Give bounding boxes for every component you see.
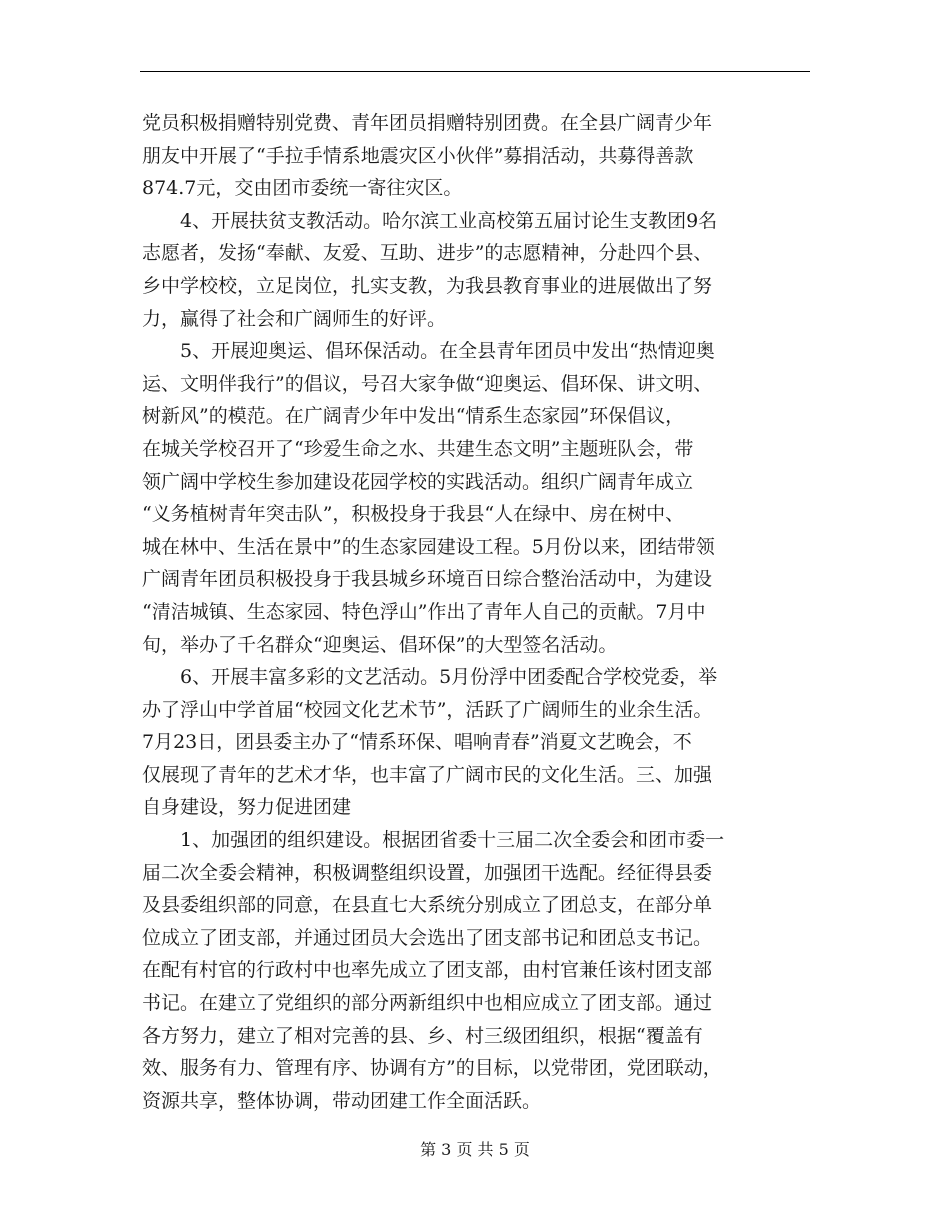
text-line: 874.7元，交由团市委统一寄往灾区。: [142, 177, 463, 200]
text-line: 效、服务有力、管理有序、协调有方”的目标，以党带团，党团联动，: [142, 1057, 722, 1080]
text-line: 仅展现了青年的艺术才华，也丰富了广阔市民的文化生活。三、加强: [142, 763, 713, 786]
text-line: 领广阔中学校生参加建设花园学校的实践活动。组织广阔青年成立: [142, 470, 694, 493]
text-line: 广阔青年团员积极投身于我县城乡环境百日综合整治活动中，为建设: [142, 568, 713, 591]
text-line: 各方努力，建立了相对完善的县、乡、村三级团组织，根据“覆盖有: [142, 1024, 703, 1047]
text-line: 乡中学校校，立足岗位，扎实支教，为我县教育事业的进展做出了努: [142, 274, 713, 297]
text-line: “义务植树青年突击队”，积极投身于我县“人在绿中、房在树中、: [142, 503, 685, 526]
page-footer: [0, 1138, 950, 1162]
text-line: 树新风”的模范。在广阔青少年中发出“情系生态家园”环保倡议，: [142, 405, 685, 428]
text-line: 1、加强团的组织建设。根据团省委十三届二次全委会和团市委一: [180, 829, 725, 852]
text-line: 旬，举办了千名群众“迎奥运、倡环保”的大型签名活动。: [142, 633, 618, 656]
text-line: 自身建设，努力促进团建: [142, 796, 352, 819]
page-number-label: 第 3 页 共 5 页: [420, 1140, 530, 1159]
text-line: 党员积极捐赠特别党费、青年团员捐赠特别团费。在全县广阔青少年: [142, 112, 713, 134]
text-line: 5、开展迎奥运、倡环保活动。在全县青年团员中发出“热情迎奥: [180, 340, 715, 363]
text-line: 届二次全委会精神，积极调整组织设置，加强团干选配。经征得县委: [142, 861, 713, 884]
text-line: 4、开展扶贫支教活动。哈尔滨工业高校第五届讨论生支教团9名: [180, 209, 718, 232]
text-line: 城在林中、生活在景中”的生态家园建设工程。5月份以来，团结带领: [142, 535, 715, 558]
header-rule: [140, 71, 810, 72]
text-line: 资源共享，整体协调，带动团建工作全面活跃。: [142, 1089, 542, 1112]
text-line: 位成立了团支部，并通过团员大会选出了团支部书记和团总支书记。: [142, 926, 713, 949]
text-line: 7月23日，团县委主办了“情系环保、唱响青春”消夏文艺晚会，不: [142, 731, 692, 754]
text-line: “清洁城镇、生态家园、特色浮山”作出了青年人自己的贡献。7月中: [142, 600, 706, 623]
text-line: 在城关学校召开了“珍爱生命之水、共建生态文明”主题班队会，带: [142, 437, 694, 460]
text-line: 及县委组织部的同意，在县直七大系统分别成立了团总支，在部分单: [142, 894, 713, 917]
text-line: 办了浮山中学首届“校园文化艺术节”，活跃了广阔师生的业余生活。: [142, 698, 713, 721]
text-line: 6、开展丰富多彩的文艺活动。5月份浮中团委配合学校党委，举: [180, 666, 718, 689]
text-line: 书记。在建立了党组织的部分两新组织中也相应成立了团支部。通过: [142, 992, 713, 1015]
text-line: 力，赢得了社会和广阔师生的好评。: [142, 307, 447, 330]
text-line: 朋友中开展了“手拉手情系地震灾区小伙伴”募捐活动，共募得善款: [142, 144, 694, 167]
text-line: 运、文明伴我行”的倡议，号召大家争做“迎奥运、倡环保、讲文明、: [142, 372, 713, 395]
document-body: [142, 107, 810, 1117]
text-line: 志愿者，发扬“奉献、友爱、互助、进步”的志愿精神，分赴四个县、: [142, 242, 713, 265]
text-line: 在配有村官的行政村中也率先成立了团支部，由村官兼任该村团支部: [142, 959, 713, 982]
